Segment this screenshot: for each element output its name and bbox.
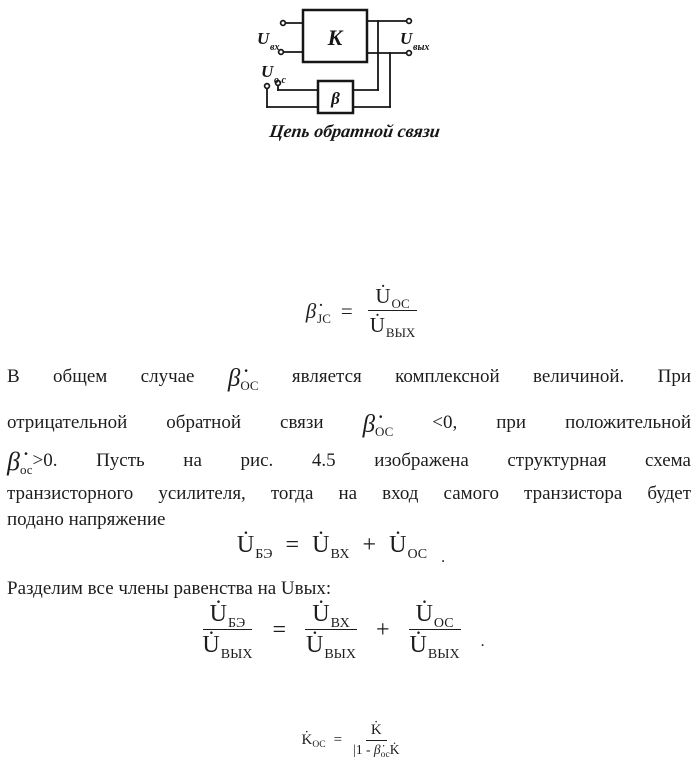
equals-sign: = [340, 298, 353, 323]
beta-subscript: ОС [375, 424, 394, 439]
beta-symbol: β̇ [305, 298, 317, 323]
u-symbol: U̇ [409, 632, 427, 658]
numerator [305, 601, 356, 630]
fraction-uoc-uout [363, 284, 423, 338]
text-segment: является комплексной величиной. При [291, 366, 692, 387]
u-fb-label: U [261, 62, 274, 81]
u-subscript: ОС [391, 296, 410, 311]
text-segment: подано напряжение [7, 509, 166, 530]
u-subscript: ВЫХ [324, 647, 356, 662]
beta-symbol: β̇ [7, 447, 20, 476]
k-subscript: ОС [312, 739, 326, 750]
diagram-caption: Цепь обратной связи [268, 121, 442, 141]
abs-bar: | [353, 742, 356, 757]
term-ube [236, 532, 273, 562]
text-segment: транзисторного усилителя, тогда на вход самого транзистора будет [7, 483, 691, 504]
u-symbol: U̇ [389, 532, 407, 558]
beta-subscript: JC [317, 310, 331, 326]
term-uoc [389, 532, 428, 562]
term-uin [312, 532, 350, 562]
period: . [480, 633, 485, 650]
fraction-uin-uout [299, 601, 363, 662]
feedback-block-label: β [331, 89, 340, 108]
u-symbol: U̇ [305, 632, 324, 658]
u-subscript: ВЫХ [427, 647, 460, 662]
u-symbol: U̇ [312, 532, 330, 558]
denominator [350, 741, 402, 758]
equals-sign: = [285, 532, 300, 558]
u-subscript: ВЫХ [220, 647, 253, 662]
u-symbol: U̇ [209, 601, 227, 627]
k-symbol: K̇ [389, 742, 400, 757]
beta-symbol: β̇ [227, 365, 241, 392]
u-fb-sub: о.с [274, 75, 286, 86]
numerator: K̇ [366, 722, 387, 741]
input-terminal-top [281, 21, 286, 26]
u-symbol: U̇ [236, 532, 255, 558]
divide-sentence: Разделим все члены равенства на Uвых: [7, 578, 332, 599]
text-segment: при положительной [496, 412, 692, 433]
u-symbol: U̇ [312, 601, 330, 627]
u-subscript: ОС [407, 547, 428, 562]
beta-subscript: ос [19, 462, 33, 477]
u-in-label: U [257, 29, 270, 48]
u-out-sub: вых [413, 42, 430, 53]
beta-symbol: β̇ [373, 742, 381, 757]
paragraph-line-3 [7, 447, 691, 477]
output-terminal-top [407, 19, 412, 24]
u-subscript: ВЫХ [385, 325, 416, 340]
u-subscript: ОС [433, 616, 454, 631]
u-subscript: БЭ [255, 547, 273, 562]
numerator [368, 284, 416, 311]
text-segment: <0, [432, 412, 458, 433]
beta-subscript: ос [380, 750, 390, 760]
beta-lhs [306, 299, 331, 324]
u-subscript: БЭ [227, 616, 246, 631]
u-subscript: ВХ [330, 616, 350, 631]
fraction-k-loop [350, 722, 402, 758]
equals-sign: = [272, 616, 286, 643]
beta-subscript: ОС [240, 378, 259, 393]
denominator [195, 630, 259, 662]
numerator [409, 601, 461, 630]
feedback-terminal-left [265, 84, 270, 89]
u-symbol: U̇ [415, 601, 433, 627]
numerator [203, 601, 253, 630]
feedback-circuit-diagram [240, 4, 460, 146]
paragraph-line-4 [7, 481, 691, 507]
plus-sign: + [376, 616, 390, 643]
inline-beta-oc [362, 411, 394, 439]
text-segment: 1 - [355, 742, 371, 757]
inline-beta-oc [7, 447, 33, 477]
formula-ube-sum [0, 532, 690, 566]
amplifier-block-label: K [327, 25, 343, 50]
equals-sign: = [333, 731, 343, 748]
text-segment: В общем случае [7, 366, 195, 387]
paragraph-line-2 [7, 410, 692, 439]
text-segment: отрицательной обратной связи [7, 412, 324, 433]
u-subscript: ВХ [330, 547, 350, 562]
denominator [299, 630, 363, 662]
fraction-ube-uout [195, 601, 259, 662]
text-segment: >0. Пусть на рис. 4.5 изображена структурная схема [32, 450, 691, 471]
inline-beta-oc [227, 365, 259, 393]
term-koc [301, 732, 325, 749]
formula-beta-definition [15, 284, 698, 338]
output-terminal-bottom [407, 51, 412, 56]
plus-sign: + [362, 532, 377, 558]
u-symbol: U̇ [369, 313, 385, 337]
beta-symbol: β̇ [362, 411, 376, 438]
u-out-label: U [400, 29, 413, 48]
formula-koc [3, 722, 698, 758]
k-symbol: K̇ [301, 731, 313, 748]
paragraph-line-5 [7, 507, 691, 533]
period: . [441, 548, 446, 566]
denominator [403, 630, 467, 662]
formula-divided-by-uout [0, 601, 689, 662]
u-symbol: U̇ [202, 632, 220, 658]
fraction-uoc-uout [403, 601, 467, 662]
denominator [363, 311, 423, 338]
u-in-sub: вх [270, 42, 280, 53]
paragraph-line-1 [7, 364, 692, 393]
u-symbol: U̇ [375, 284, 391, 308]
